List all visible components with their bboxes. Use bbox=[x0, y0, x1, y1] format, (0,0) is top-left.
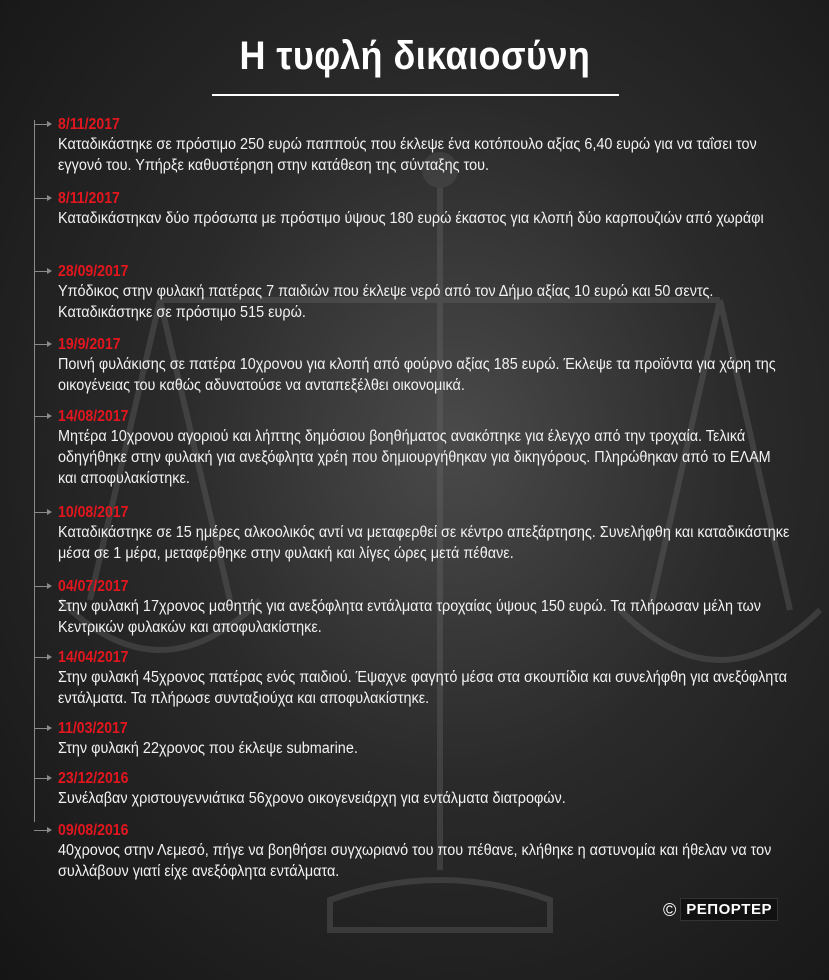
entry-date: 09/08/2016 bbox=[58, 822, 129, 839]
entry-date: 14/08/2017 bbox=[58, 408, 129, 425]
arrow-icon bbox=[34, 271, 48, 272]
timeline-entry bbox=[58, 190, 798, 263]
timeline-line bbox=[34, 120, 35, 822]
entry-text: Στην φυλακή 45χρονος πατέρας ενός παιδιού. Έψαχνε φαγητό μέσα στα σκουπίδια και συνελήφθη για ανεξόφλητα εντάλματα. Τα πλήρωσε συνταξιούχα και αποφυλακίστηκε. bbox=[58, 669, 788, 707]
entry-text: Καταδικάστηκε σε πρόστιμο 250 ευρώ παππούς που έκλεψε ένα κοτόπουλο αξίας 6,40 ευρώ για να ταΐσει τον εγγονό του. Υπήρξε καθυστέρηση στην κατάθεση της σύνταξης του. bbox=[58, 136, 757, 174]
entry-date: 28/09/2017 bbox=[58, 263, 129, 280]
arrow-icon bbox=[34, 416, 48, 417]
entry-date: 04/07/2017 bbox=[58, 578, 129, 595]
title-underline bbox=[212, 94, 619, 96]
arrow-icon bbox=[34, 830, 48, 831]
entry-text: Ποινή φυλάκισης σε πατέρα 10χρονου για κλοπή από φούρνο αξίας 185 ευρώ. Έκλεψε τα προϊόντα για χάρη της οικογένειας του καθώς αδυνατούσε να ανταπεξέλθει οικονομικά. bbox=[58, 356, 776, 394]
entry-text: Καταδικάστηκε σε 15 ημέρες αλκοολικός αντί να μεταφερθεί σε κέντρο απεξάρτησης. Συνελήφθη και καταδικάστηκε μέσα σε 1 μέρα, μεταφέρθηκε στην φυλακή και λίγες ώρες μετά πέθανε. bbox=[58, 524, 790, 562]
arrow-icon bbox=[34, 512, 48, 513]
timeline-entry bbox=[58, 408, 798, 504]
brand-logo: ΡΕΠΟΡΤΕΡ bbox=[680, 898, 778, 921]
entry-text: Συνέλαβαν χριστουγεννιάτικα 56χρονο οικογενειάρχη για εντάλματα διατροφών. bbox=[58, 790, 566, 807]
entry-date: 19/9/2017 bbox=[58, 336, 121, 353]
arrow-icon bbox=[34, 778, 48, 779]
page-title: Η τυφλή δικαιοσύνη bbox=[239, 34, 590, 78]
arrow-icon bbox=[34, 728, 48, 729]
entry-text: 40χρονος στην Λεμεσό, πήγε να βοηθήσει συγχωριανό του που πέθανε, κλήθηκε η αστυνομία και ήθελαν να τον συλλάβουν γιατί είχε ανεξόφλητα εντάλματα. bbox=[58, 842, 772, 880]
timeline-entry bbox=[58, 504, 798, 578]
copyright-icon: © bbox=[663, 899, 677, 920]
timeline-entry bbox=[58, 116, 798, 190]
entry-text: Στην φυλακή 17χρονος μαθητής για ανεξόφλητα εντάλματα τροχαίας ύψους 150 ευρώ. Τα πλήρωσαν μέλη των Κεντρικών φυλακών και αποφυλακίστηκε. bbox=[58, 598, 761, 636]
entry-text: Μητέρα 10χρονου αγοριού και λήπτης δημόσιου βοηθήματος ανακόπηκε για έλεγχο από την τροχαία. Τελικά οδηγήθηκε στην φυλακή για ανεξόφλητα χρέη που δημιουργήθηκαν για δικηγόρους. Πληρώθηκαν από το ΕΛΑΜ και αποφυλακίστηκε. bbox=[58, 428, 771, 487]
entry-text: Στην φυλακή 22χρονος που έκλεψε submarine. bbox=[58, 740, 358, 757]
timeline-entry bbox=[58, 578, 798, 649]
arrow-icon bbox=[34, 198, 48, 199]
entry-text: Καταδικάστηκαν δύο πρόσωπα με πρόστιμο ύψους 180 ευρώ έκαστος για κλοπή δύο καρπουζιών από χωράφι bbox=[58, 210, 764, 227]
timeline-entry bbox=[58, 822, 798, 892]
entry-date: 14/04/2017 bbox=[58, 649, 129, 666]
copyright-footer bbox=[663, 898, 778, 921]
arrow-icon bbox=[34, 124, 48, 125]
timeline-entry bbox=[58, 649, 798, 720]
arrow-icon bbox=[34, 586, 48, 587]
entry-date: 23/12/2016 bbox=[58, 770, 129, 787]
arrow-icon bbox=[34, 344, 48, 345]
timeline-entry bbox=[58, 336, 798, 408]
timeline-entry bbox=[58, 770, 798, 822]
entry-date: 8/11/2017 bbox=[58, 116, 120, 133]
timeline-entry bbox=[58, 720, 798, 770]
entry-date: 10/08/2017 bbox=[58, 504, 129, 521]
arrow-icon bbox=[34, 657, 48, 658]
timeline-entry bbox=[58, 263, 798, 336]
entry-date: 8/11/2017 bbox=[58, 190, 120, 207]
entry-date: 11/03/2017 bbox=[58, 720, 128, 737]
timeline-entries bbox=[58, 116, 798, 892]
entry-text: Υπόδικος στην φυλακή πατέρας 7 παιδιών που έκλεψε νερό από τον Δήμο αξίας 10 ευρώ και 50 σεντς. Καταδικάστηκε σε πρόστιμο 515 ευρώ. bbox=[58, 283, 714, 321]
